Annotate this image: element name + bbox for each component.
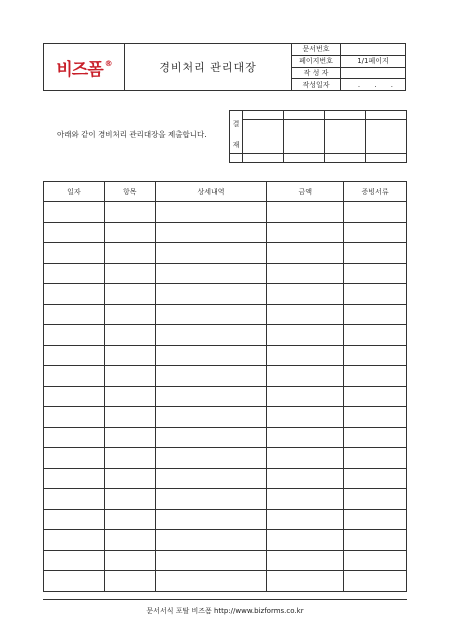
approval-header-3 [325, 111, 366, 120]
cell-details[interactable] [155, 202, 267, 223]
cell-item[interactable] [104, 509, 155, 530]
approval-footer-3 [325, 154, 366, 163]
column-header-amount: 금액 [267, 182, 344, 202]
cell-date[interactable] [44, 509, 105, 530]
cell-item[interactable] [104, 304, 155, 325]
cell-item[interactable] [104, 386, 155, 407]
cell-date[interactable] [44, 304, 105, 325]
column-header-date: 일자 [44, 182, 105, 202]
cell-amount[interactable] [267, 366, 344, 387]
cell-details[interactable] [155, 509, 267, 530]
cell-amount[interactable] [267, 202, 344, 223]
cell-date[interactable] [44, 530, 105, 551]
cell-evidence[interactable] [344, 386, 407, 407]
table-row [44, 304, 407, 325]
cell-evidence[interactable] [344, 284, 407, 305]
table-row [44, 325, 407, 346]
cell-details[interactable] [155, 243, 267, 264]
table-row [44, 407, 407, 428]
logo-text: 비즈폼 [56, 59, 103, 80]
approval-footer-4 [366, 154, 407, 163]
approval-footer-0 [230, 154, 243, 163]
cell-item[interactable] [104, 571, 155, 592]
table-row [44, 386, 407, 407]
cell-evidence[interactable] [344, 489, 407, 510]
cell-evidence[interactable] [344, 448, 407, 469]
cell-date[interactable] [44, 468, 105, 489]
cell-details[interactable] [155, 448, 267, 469]
table-row [44, 468, 407, 489]
meta-value-page-number[interactable]: 1/1페이지 [341, 55, 406, 67]
table-row [44, 243, 407, 264]
table-row [44, 345, 407, 366]
cell-evidence[interactable] [344, 509, 407, 530]
cell-item[interactable] [104, 345, 155, 366]
cell-amount[interactable] [267, 427, 344, 448]
cell-amount[interactable] [267, 530, 344, 551]
table-row [44, 489, 407, 510]
cell-amount[interactable] [267, 345, 344, 366]
approval-box [229, 110, 407, 163]
cell-item[interactable] [104, 263, 155, 284]
cell-item[interactable] [104, 448, 155, 469]
meta-label-author: 작 성 자 [292, 67, 341, 79]
column-header-item: 항목 [104, 182, 155, 202]
cell-item[interactable] [104, 489, 155, 510]
cell-amount[interactable] [267, 448, 344, 469]
cell-date[interactable] [44, 366, 105, 387]
cell-details[interactable] [155, 571, 267, 592]
registered-mark: ® [104, 58, 112, 68]
cell-date[interactable] [44, 489, 105, 510]
cell-evidence[interactable] [344, 571, 407, 592]
approval-sign-3[interactable] [325, 120, 366, 154]
meta-value-doc-number[interactable] [341, 44, 406, 56]
cell-details[interactable] [155, 427, 267, 448]
cell-details[interactable] [155, 222, 267, 243]
cell-evidence[interactable] [344, 325, 407, 346]
approval-header-2 [284, 111, 325, 120]
cell-evidence[interactable] [344, 550, 407, 571]
approval-sign-2[interactable] [284, 120, 325, 154]
cell-date[interactable] [44, 325, 105, 346]
approval-header-4 [366, 111, 407, 120]
column-header-details: 상세내역 [155, 182, 267, 202]
cell-date[interactable] [44, 284, 105, 305]
cell-item[interactable] [104, 222, 155, 243]
cell-item[interactable] [104, 427, 155, 448]
cell-date[interactable] [44, 427, 105, 448]
document-header [43, 43, 406, 91]
cell-details[interactable] [155, 366, 267, 387]
approval-label-top: 결 [230, 111, 243, 137]
cell-details[interactable] [155, 530, 267, 551]
table-row [44, 571, 407, 592]
cell-amount[interactable] [267, 386, 344, 407]
table-row [44, 509, 407, 530]
footer-divider [43, 599, 407, 600]
document-title: 경비처리 관리대장 [125, 44, 292, 91]
cell-item[interactable] [104, 284, 155, 305]
cell-item[interactable] [104, 325, 155, 346]
logo-cell [44, 44, 125, 91]
cell-details[interactable] [155, 263, 267, 284]
meta-label-page-number: 페이지번호 [292, 55, 341, 67]
table-row [44, 222, 407, 243]
table-row [44, 427, 407, 448]
cell-item[interactable] [104, 550, 155, 571]
cell-amount[interactable] [267, 489, 344, 510]
cell-evidence[interactable] [344, 202, 407, 223]
cell-amount[interactable] [267, 407, 344, 428]
cell-evidence[interactable] [344, 263, 407, 284]
table-row [44, 202, 407, 223]
cell-evidence[interactable] [344, 366, 407, 387]
cell-amount[interactable] [267, 284, 344, 305]
cell-evidence[interactable] [344, 222, 407, 243]
cell-date[interactable] [44, 202, 105, 223]
approval-label-bottom: 재 [230, 137, 243, 154]
cell-evidence[interactable] [344, 407, 407, 428]
cell-evidence[interactable] [344, 530, 407, 551]
cell-date[interactable] [44, 571, 105, 592]
approval-footer-1 [243, 154, 284, 163]
footer-text: 문서서식 포탈 비즈폼 http://www.bizforms.co.kr [146, 607, 304, 615]
bizforms-logo [44, 55, 124, 80]
cell-evidence[interactable] [344, 427, 407, 448]
cell-item[interactable] [104, 366, 155, 387]
cell-details[interactable] [155, 386, 267, 407]
cell-details[interactable] [155, 550, 267, 571]
table-header-row [44, 182, 407, 202]
cell-amount[interactable] [267, 325, 344, 346]
approval-sign-1[interactable] [243, 120, 284, 154]
cell-date[interactable] [44, 386, 105, 407]
cell-evidence[interactable] [344, 345, 407, 366]
table-row [44, 530, 407, 551]
cell-item[interactable] [104, 530, 155, 551]
meta-label-date: 작성일자 [292, 79, 341, 91]
cell-evidence[interactable] [344, 243, 407, 264]
cell-details[interactable] [155, 345, 267, 366]
table-row [44, 263, 407, 284]
cell-item[interactable] [104, 202, 155, 223]
cell-amount[interactable] [267, 571, 344, 592]
cell-amount[interactable] [267, 550, 344, 571]
cell-item[interactable] [104, 407, 155, 428]
expense-table [43, 181, 407, 592]
intro-text: 아래와 같이 경비처리 관리대장을 제출합니다. [57, 130, 207, 139]
meta-label-doc-number: 문서번호 [292, 44, 341, 56]
cell-amount[interactable] [267, 222, 344, 243]
approval-header-1 [243, 111, 284, 120]
cell-details[interactable] [155, 325, 267, 346]
cell-date[interactable] [44, 263, 105, 284]
cell-date[interactable] [44, 407, 105, 428]
cell-details[interactable] [155, 304, 267, 325]
meta-value-author[interactable] [341, 67, 406, 79]
approval-sign-4[interactable] [366, 120, 407, 154]
cell-item[interactable] [104, 243, 155, 264]
cell-details[interactable] [155, 284, 267, 305]
cell-amount[interactable] [267, 243, 344, 264]
cell-details[interactable] [155, 489, 267, 510]
cell-date[interactable] [44, 345, 105, 366]
cell-details[interactable] [155, 468, 267, 489]
cell-item[interactable] [104, 468, 155, 489]
cell-date[interactable] [44, 243, 105, 264]
cell-amount[interactable] [267, 509, 344, 530]
cell-amount[interactable] [267, 468, 344, 489]
cell-amount[interactable] [267, 263, 344, 284]
cell-evidence[interactable] [344, 304, 407, 325]
table-row [44, 448, 407, 469]
table-row [44, 284, 407, 305]
cell-details[interactable] [155, 407, 267, 428]
table-row [44, 366, 407, 387]
column-header-evidence: 증빙서류 [344, 182, 407, 202]
cell-amount[interactable] [267, 304, 344, 325]
cell-date[interactable] [44, 448, 105, 469]
cell-evidence[interactable] [344, 468, 407, 489]
approval-footer-2 [284, 154, 325, 163]
cell-date[interactable] [44, 550, 105, 571]
meta-value-date[interactable]: . . . [341, 79, 406, 91]
cell-date[interactable] [44, 222, 105, 243]
table-row [44, 550, 407, 571]
